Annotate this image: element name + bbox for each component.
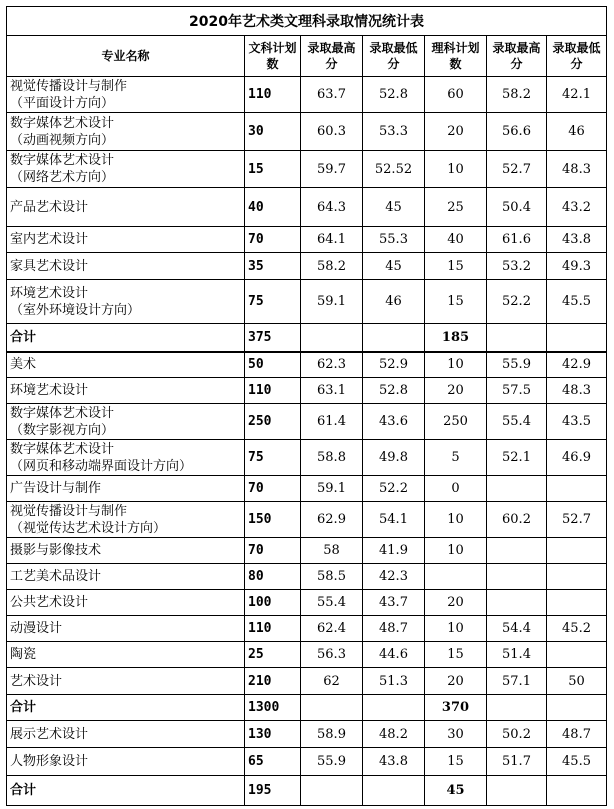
cell-science-plan: 30 xyxy=(425,721,487,748)
cell-science-min: 43.2 xyxy=(547,188,607,227)
cell-arts-plan: 110 xyxy=(245,616,301,642)
cell-arts-plan: 75 xyxy=(245,440,301,476)
cell-arts-min: 52.2 xyxy=(363,476,425,502)
cell-science-max: 52.1 xyxy=(487,440,547,476)
cell-arts-max xyxy=(301,695,363,721)
table-title: 2020年艺术类文理科录取情况统计表 xyxy=(7,7,607,36)
cell-arts-plan: 1300 xyxy=(245,695,301,721)
cell-major-name xyxy=(7,324,245,352)
cell-arts-max: 62.9 xyxy=(301,502,363,538)
cell-science-max: 55.4 xyxy=(487,404,547,440)
major-name-line: 陶瓷 xyxy=(10,647,37,662)
cell-arts-max xyxy=(301,776,363,806)
major-name-line: 家具艺术设计 xyxy=(10,258,89,274)
cell-science-min xyxy=(547,590,607,616)
major-name-line: 数字媒体艺术设计 xyxy=(10,115,115,131)
cell-science-max: 61.6 xyxy=(487,227,547,253)
cell-arts-min: 42.3 xyxy=(363,564,425,590)
cell-arts-max xyxy=(301,324,363,352)
cell-major-name xyxy=(7,77,245,113)
cell-major-name xyxy=(7,721,245,748)
cell-arts-plan: 375 xyxy=(245,324,301,352)
cell-arts-plan: 70 xyxy=(245,476,301,502)
cell-science-min xyxy=(547,538,607,564)
major-name-line: （室外环境设计方向） xyxy=(10,302,141,318)
table-row xyxy=(7,502,607,538)
major-name-line: 环境艺术设计 xyxy=(10,285,89,301)
cell-major-name xyxy=(7,227,245,253)
cell-arts-plan: 210 xyxy=(245,668,301,695)
cell-science-min: 42.9 xyxy=(547,352,607,378)
cell-arts-min: 48.7 xyxy=(363,616,425,642)
table-row xyxy=(7,151,607,188)
cell-science-plan: 10 xyxy=(425,352,487,378)
table-row xyxy=(7,404,607,440)
cell-science-plan: 370 xyxy=(425,695,487,721)
major-name-line: 合计 xyxy=(10,783,37,798)
cell-major-name xyxy=(7,440,245,476)
major-name-line: 视觉传播设计与制作 xyxy=(10,78,128,94)
cell-major-name xyxy=(7,616,245,642)
cell-arts-min xyxy=(363,776,425,806)
cell-arts-plan: 30 xyxy=(245,113,301,151)
major-name-line: 美术 xyxy=(10,357,37,373)
header-arts-min: 录取最低分 xyxy=(363,36,425,77)
cell-science-min: 46 xyxy=(547,113,607,151)
cell-science-plan: 10 xyxy=(425,151,487,188)
header-science-plan: 理科计划数 xyxy=(425,36,487,77)
cell-science-plan: 185 xyxy=(425,324,487,352)
cell-arts-max: 59.7 xyxy=(301,151,363,188)
cell-arts-plan: 70 xyxy=(245,227,301,253)
cell-arts-min: 43.6 xyxy=(363,404,425,440)
major-name-line: 摄影与影像技术 xyxy=(10,543,102,558)
cell-science-min: 45.5 xyxy=(547,280,607,324)
table-row xyxy=(7,113,607,151)
cell-arts-max: 63.1 xyxy=(301,378,363,404)
cell-arts-plan: 40 xyxy=(245,188,301,227)
cell-arts-min: 52.9 xyxy=(363,352,425,378)
cell-arts-min: 51.3 xyxy=(363,668,425,695)
cell-science-min: 42.1 xyxy=(547,77,607,113)
cell-science-min xyxy=(547,564,607,590)
cell-major-name xyxy=(7,151,245,188)
major-name-line: 公共艺术设计 xyxy=(10,595,89,610)
cell-science-max xyxy=(487,564,547,590)
major-name-line: 艺术设计 xyxy=(10,673,63,689)
major-name-line: 合计 xyxy=(10,329,37,345)
cell-arts-max: 64.3 xyxy=(301,188,363,227)
major-name-line: 合计 xyxy=(10,700,37,715)
table-body xyxy=(7,77,607,806)
cell-arts-min: 43.7 xyxy=(363,590,425,616)
cell-arts-min: 44.6 xyxy=(363,642,425,668)
cell-science-min: 46.9 xyxy=(547,440,607,476)
cell-science-max: 57.5 xyxy=(487,378,547,404)
cell-major-name xyxy=(7,538,245,564)
header-major-name: 专业名称 xyxy=(7,36,245,77)
cell-science-plan: 10 xyxy=(425,616,487,642)
cell-science-min: 48.3 xyxy=(547,151,607,188)
major-name-line: 产品艺术设计 xyxy=(10,199,89,215)
cell-major-name xyxy=(7,564,245,590)
major-name-line: 动漫设计 xyxy=(10,621,63,636)
table-row xyxy=(7,616,607,642)
cell-science-plan: 45 xyxy=(425,776,487,806)
cell-arts-min: 52.8 xyxy=(363,77,425,113)
cell-science-max xyxy=(487,776,547,806)
cell-arts-plan: 35 xyxy=(245,253,301,280)
cell-major-name xyxy=(7,642,245,668)
cell-arts-plan: 15 xyxy=(245,151,301,188)
cell-science-max: 51.7 xyxy=(487,748,547,776)
table-row xyxy=(7,668,607,695)
cell-science-plan: 20 xyxy=(425,590,487,616)
cell-major-name xyxy=(7,352,245,378)
cell-science-plan: 20 xyxy=(425,378,487,404)
major-name-line: 室内艺术设计 xyxy=(10,232,89,247)
cell-arts-max: 62.3 xyxy=(301,352,363,378)
cell-arts-max: 62 xyxy=(301,668,363,695)
major-name-line: 展示艺术设计 xyxy=(10,726,89,742)
cell-arts-plan: 70 xyxy=(245,538,301,564)
cell-science-plan: 10 xyxy=(425,502,487,538)
cell-science-min xyxy=(547,324,607,352)
cell-science-plan: 20 xyxy=(425,113,487,151)
table-row xyxy=(7,352,607,378)
total-row xyxy=(7,695,607,721)
cell-arts-max: 60.3 xyxy=(301,113,363,151)
cell-arts-max: 58.2 xyxy=(301,253,363,280)
cell-science-min: 45.2 xyxy=(547,616,607,642)
cell-science-max: 55.9 xyxy=(487,352,547,378)
cell-science-min xyxy=(547,642,607,668)
major-name-line: 人物形象设计 xyxy=(10,754,89,769)
admission-table-container xyxy=(6,6,606,806)
cell-science-max: 56.6 xyxy=(487,113,547,151)
table-row xyxy=(7,253,607,280)
cell-arts-min: 49.8 xyxy=(363,440,425,476)
table-row xyxy=(7,77,607,113)
cell-science-max: 58.2 xyxy=(487,77,547,113)
cell-arts-min: 52.8 xyxy=(363,378,425,404)
cell-science-plan xyxy=(425,564,487,590)
cell-arts-max: 56.3 xyxy=(301,642,363,668)
cell-science-max: 54.4 xyxy=(487,616,547,642)
cell-major-name xyxy=(7,776,245,806)
cell-science-min: 48.3 xyxy=(547,378,607,404)
major-name-line: 工艺美术品设计 xyxy=(10,569,102,584)
header-science-min: 录取最低分 xyxy=(547,36,607,77)
cell-arts-min: 54.1 xyxy=(363,502,425,538)
header-arts-plan: 文科计划数 xyxy=(245,36,301,77)
cell-arts-max: 59.1 xyxy=(301,476,363,502)
cell-science-max xyxy=(487,324,547,352)
cell-major-name xyxy=(7,668,245,695)
cell-science-max xyxy=(487,538,547,564)
cell-science-max: 52.7 xyxy=(487,151,547,188)
table-row xyxy=(7,440,607,476)
cell-arts-plan: 80 xyxy=(245,564,301,590)
major-name-line: 数字媒体艺术设计 xyxy=(10,153,115,168)
cell-science-max: 50.4 xyxy=(487,188,547,227)
cell-arts-plan: 25 xyxy=(245,642,301,668)
table-row xyxy=(7,227,607,253)
cell-science-max: 53.2 xyxy=(487,253,547,280)
cell-arts-min: 43.8 xyxy=(363,748,425,776)
cell-arts-max: 58.8 xyxy=(301,440,363,476)
cell-major-name xyxy=(7,748,245,776)
table-row xyxy=(7,378,607,404)
table-row xyxy=(7,476,607,502)
cell-science-plan: 15 xyxy=(425,642,487,668)
cell-science-plan: 15 xyxy=(425,253,487,280)
major-name-line: 数字媒体艺术设计 xyxy=(10,405,115,421)
cell-science-min xyxy=(547,695,607,721)
cell-arts-plan: 110 xyxy=(245,77,301,113)
cell-science-min: 43.5 xyxy=(547,404,607,440)
cell-arts-plan: 250 xyxy=(245,404,301,440)
cell-science-plan: 10 xyxy=(425,538,487,564)
cell-science-plan: 5 xyxy=(425,440,487,476)
cell-major-name xyxy=(7,113,245,151)
cell-science-min xyxy=(547,476,607,502)
cell-arts-min: 52.52 xyxy=(363,151,425,188)
cell-science-max xyxy=(487,476,547,502)
major-name-line: （平面设计方向） xyxy=(10,95,115,111)
table-row xyxy=(7,188,607,227)
major-name-line: 环境艺术设计 xyxy=(10,383,89,398)
cell-arts-min xyxy=(363,695,425,721)
cell-science-max: 60.2 xyxy=(487,502,547,538)
cell-arts-min xyxy=(363,324,425,352)
cell-major-name xyxy=(7,378,245,404)
table-row xyxy=(7,748,607,776)
cell-arts-max: 55.9 xyxy=(301,748,363,776)
cell-arts-min: 48.2 xyxy=(363,721,425,748)
cell-arts-max: 58.9 xyxy=(301,721,363,748)
header-row xyxy=(7,36,607,77)
cell-science-plan: 40 xyxy=(425,227,487,253)
total-row xyxy=(7,776,607,806)
cell-arts-max: 58.5 xyxy=(301,564,363,590)
admission-table xyxy=(6,6,607,806)
cell-major-name xyxy=(7,253,245,280)
cell-science-plan: 250 xyxy=(425,404,487,440)
cell-science-plan: 15 xyxy=(425,748,487,776)
cell-science-plan: 15 xyxy=(425,280,487,324)
major-name-line: （视觉传达艺术设计方向） xyxy=(10,520,167,536)
cell-arts-plan: 75 xyxy=(245,280,301,324)
cell-science-min xyxy=(547,776,607,806)
header-science-max: 录取最高分 xyxy=(487,36,547,77)
major-name-line: （网络艺术方向） xyxy=(10,170,115,185)
header-arts-max: 录取最高分 xyxy=(301,36,363,77)
cell-science-min: 45.5 xyxy=(547,748,607,776)
cell-science-max xyxy=(487,695,547,721)
cell-arts-max: 62.4 xyxy=(301,616,363,642)
cell-arts-max: 55.4 xyxy=(301,590,363,616)
cell-science-max xyxy=(487,590,547,616)
cell-arts-max: 59.1 xyxy=(301,280,363,324)
cell-arts-min: 45 xyxy=(363,253,425,280)
cell-science-min: 49.3 xyxy=(547,253,607,280)
cell-major-name xyxy=(7,502,245,538)
cell-science-plan: 0 xyxy=(425,476,487,502)
cell-science-min: 48.7 xyxy=(547,721,607,748)
cell-arts-plan: 65 xyxy=(245,748,301,776)
cell-arts-plan: 130 xyxy=(245,721,301,748)
total-row xyxy=(7,324,607,352)
cell-arts-min: 53.3 xyxy=(363,113,425,151)
cell-science-min: 50 xyxy=(547,668,607,695)
cell-major-name xyxy=(7,280,245,324)
cell-arts-plan: 110 xyxy=(245,378,301,404)
cell-arts-min: 55.3 xyxy=(363,227,425,253)
cell-arts-min: 41.9 xyxy=(363,538,425,564)
cell-major-name xyxy=(7,695,245,721)
cell-science-max: 52.2 xyxy=(487,280,547,324)
major-name-line: （动画视频方向） xyxy=(10,132,115,148)
cell-science-min: 43.8 xyxy=(547,227,607,253)
major-name-line: （数字影视方向） xyxy=(10,422,115,438)
cell-arts-max: 64.1 xyxy=(301,227,363,253)
cell-science-max: 57.1 xyxy=(487,668,547,695)
cell-arts-plan: 150 xyxy=(245,502,301,538)
cell-arts-plan: 100 xyxy=(245,590,301,616)
major-name-line: （网页和移动端界面设计方向） xyxy=(10,458,193,474)
cell-major-name xyxy=(7,404,245,440)
table-row xyxy=(7,538,607,564)
cell-science-max: 51.4 xyxy=(487,642,547,668)
cell-major-name xyxy=(7,476,245,502)
cell-arts-max: 63.7 xyxy=(301,77,363,113)
table-row xyxy=(7,280,607,324)
cell-arts-plan: 50 xyxy=(245,352,301,378)
cell-major-name xyxy=(7,188,245,227)
cell-science-plan: 60 xyxy=(425,77,487,113)
table-row xyxy=(7,642,607,668)
cell-arts-max: 58 xyxy=(301,538,363,564)
cell-arts-min: 45 xyxy=(363,188,425,227)
cell-arts-min: 46 xyxy=(363,280,425,324)
table-row xyxy=(7,564,607,590)
cell-arts-max: 61.4 xyxy=(301,404,363,440)
major-name-line: 广告设计与制作 xyxy=(10,481,102,496)
cell-major-name xyxy=(7,590,245,616)
cell-science-max: 50.2 xyxy=(487,721,547,748)
cell-arts-plan: 195 xyxy=(245,776,301,806)
major-name-line: 视觉传播设计与制作 xyxy=(10,503,128,519)
table-row xyxy=(7,590,607,616)
table-row xyxy=(7,721,607,748)
major-name-line: 数字媒体艺术设计 xyxy=(10,441,115,457)
cell-science-plan: 20 xyxy=(425,668,487,695)
cell-science-plan: 25 xyxy=(425,188,487,227)
cell-science-min: 52.7 xyxy=(547,502,607,538)
